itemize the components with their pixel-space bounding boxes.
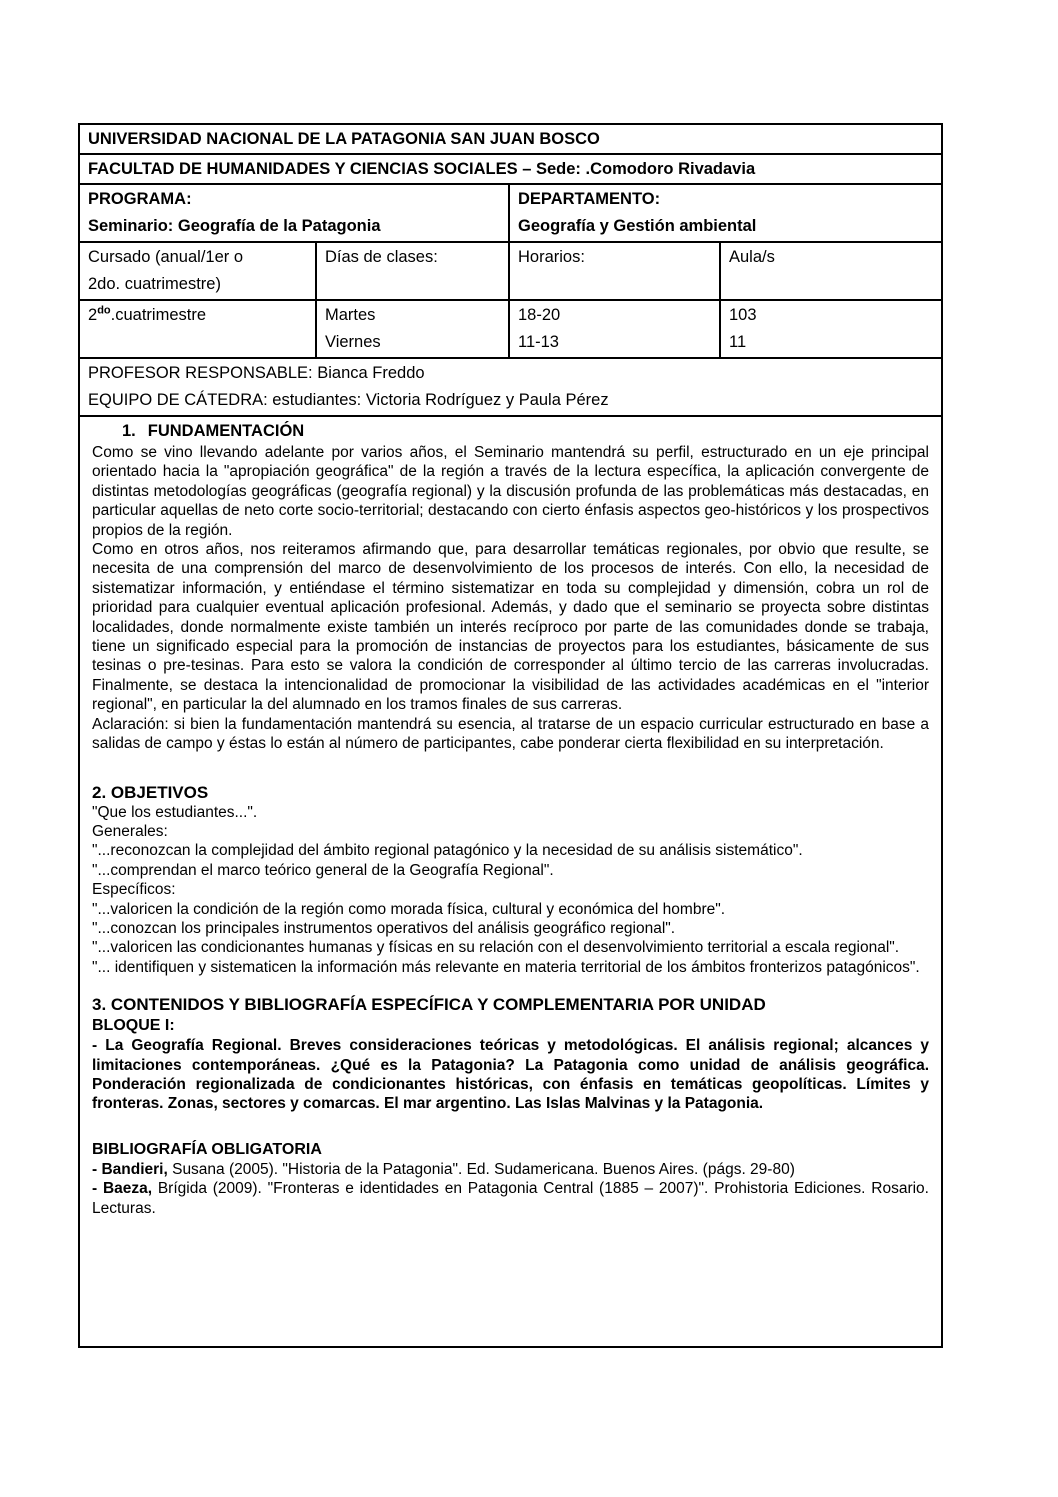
program-department-row <box>80 185 941 243</box>
cursado-value-base: 2 <box>88 306 98 324</box>
aula-value-cell <box>719 301 945 357</box>
bibliografia-author: - Bandieri, <box>92 1160 168 1178</box>
cursado-value-superscript: do <box>97 304 111 317</box>
bloque-label: BLOQUE I: <box>92 1017 175 1035</box>
departamento-value: Geografía y Gestión ambiental <box>518 217 757 235</box>
staff-cell <box>80 359 941 415</box>
fundamentacion-paragraph-2: Como en otros años, nos reiteramos afirmando que, para desarrollar temáticas regionales, por obvio que resulte, se necesita de una comprensión del marco de desenvolvimiento de los procesos de interés. Con ello, la necesidad de sistematizar información, y entiéndase el término sistematizar en toda su complejidad y dimensión, cobra un rol de prioridad para cualquier eventual aplicación profesional. Además, y dado que el seminario se proyecta sobre distintas localidades, donde normalmente existe también un interés recíproco por parte de las comunidades donde se trabaja, tiene un significado especial para la promoción de instancias de proyectos para los estudiantes, básicamente de sus tesinas o pre-tesinas. Para esto se valora la condición de corresponder al último tercio de las carreras involucradas. Finalmente, se destaca la intencionalidad de promocionar la visibilidad de las actividades académicas en el "interior regional", en particular la del alumnado en los tramos finales de sus carreras. <box>92 541 929 714</box>
content-row <box>80 417 941 1346</box>
dias-value-cell <box>315 301 508 357</box>
programa-cell <box>80 185 508 241</box>
university-row <box>80 125 941 155</box>
contenidos-heading: 3. CONTENIDOS Y BIBLIOGRAFÍA ESPECÍFICA Y COMPLEMENTARIA POR UNIDAD <box>92 995 766 1015</box>
schedule-header-row <box>80 243 941 301</box>
aula-header-cell: Aula/s <box>719 243 945 299</box>
horarios-value-cell <box>508 301 719 357</box>
fundamentacion-title: FUNDAMENTACIÓN <box>147 422 305 440</box>
horario-1: 18-20 <box>518 306 561 324</box>
objetivo-line: "...comprendan el marco teórico general de la Geografía Regional". <box>92 861 554 879</box>
fundamentacion-paragraph-1: Como se vino llevando adelante por varios años, el Seminario mantendrá su perfil, estructurado en un eje principal orientado hacia la "apropiación geográfica" de la región a través de la lectura específica, la aplicación convergente de distintas metodologías geográficas (geografía regional) y la discusión profunda de las problemáticas más destacadas, en particular aquellas de neto corte socio-territorial; destacando con cierto énfasis aspectos geo-históricos y los prospectivos propios de la región. <box>92 444 929 539</box>
objetivos-heading: 2. OBJETIVOS <box>92 782 209 802</box>
bloque-paragraph: - La Geografía Regional. Breves consideraciones teóricas y metodológicas. El análisis regional; alcances y limitaciones contemporáneas. ¿Qué es la Patagonia? La Patagonia como unidad de análisis geográfica. Ponderación regionalizada de condicionantes históricas, con énfasis en temáticas geopolíticas. Límites y fronteras. Zonas, sectores y comarcas. El mar argentino. Las Islas Malvinas y la Patagonia. <box>92 1037 929 1113</box>
objetivo-line: "... identifiquen y sistematicen la información más relevante en materia territorial de los ámbitos fronterizos patagónicos". <box>92 958 920 976</box>
bibliografia-details: Susana (2005). "Historia de la Patagonia". Ed. Sudamericana. Buenos Aires. (págs. 29-80) <box>167 1160 795 1178</box>
cursado-header-cell <box>80 243 315 299</box>
profesor-line: PROFESOR RESPONSABLE: Bianca Freddo <box>88 364 425 382</box>
departamento-cell <box>508 185 945 241</box>
university-title: UNIVERSIDAD NACIONAL DE LA PATAGONIA SAN JUAN BOSCO <box>88 130 600 148</box>
horario-2: 11-13 <box>518 333 559 351</box>
bibliografia-heading: BIBLIOGRAFÍA OBLIGATORIA <box>92 1140 322 1158</box>
horarios-header-cell: Horarios: <box>508 243 719 299</box>
objetivo-line: Específicos: <box>92 881 176 899</box>
dia-2: Viernes <box>325 333 381 351</box>
staff-row <box>80 359 941 417</box>
content-cell <box>80 417 941 1346</box>
fundamentacion-heading <box>92 420 929 442</box>
programa-label: PROGRAMA: <box>88 190 192 208</box>
objetivo-line: "Que los estudiantes...". <box>92 803 258 821</box>
objetivo-line: Generales: <box>92 822 168 840</box>
dia-1: Martes <box>325 306 376 324</box>
programa-value: Seminario: Geografía de la Patagonia <box>88 217 381 235</box>
objetivo-line: "...valoricen la condición de la región como morada física, cultural y económica del hombre". <box>92 900 726 918</box>
program-table <box>78 123 943 1348</box>
cursado-value-rest: .cuatrimestre <box>110 306 206 324</box>
aula-2: 11 <box>729 333 747 351</box>
fundamentacion-paragraph-3: Aclaración: si bien la fundamentación mantendrá su esencia, al tratarse de un espacio curricular estructurado en base a salidas de campo y éstas lo están al número de participantes, cabe ponderar cierta flexibilidad en su interpretación. <box>92 715 929 753</box>
faculty-title: FACULTAD DE HUMANIDADES Y CIENCIAS SOCIALES – Sede: .Comodoro Rivadavia <box>88 160 756 178</box>
fundamentacion-number: 1. <box>122 422 136 440</box>
objetivo-line: "...valoricen las condicionantes humanas y físicas en su relación con el desenvolvimiento territorial a escala regional". <box>92 939 900 957</box>
departamento-label: DEPARTAMENTO: <box>518 190 661 208</box>
cursado-value-cell <box>80 301 315 357</box>
objetivos-list <box>92 803 929 978</box>
dias-header-cell: Días de clases: <box>315 243 508 299</box>
bibliografia-author: - Baeza, <box>92 1180 153 1198</box>
cursado-header-label: Cursado (anual/1er o 2do. cuatrimestre) <box>88 248 244 293</box>
bibliografia-entry <box>92 1179 929 1218</box>
schedule-values-row <box>80 301 941 359</box>
bibliografia-entry <box>92 1160 929 1179</box>
objetivo-line: "...conozcan los principales instrumentos operativos del análisis geográfico regional". <box>92 919 676 937</box>
bibliografia-details: Brígida (2009). "Fronteras e identidades en Patagonia Central (1885 – 2007)". Prohistoria Ediciones. Rosario. Lecturas. <box>92 1180 929 1217</box>
faculty-row <box>80 155 941 185</box>
objetivo-line: "...reconozcan la complejidad del ámbito regional patagónico y la necesidad de su análisis sistemático". <box>92 842 803 860</box>
aula-1: 103 <box>729 306 757 324</box>
equipo-line: EQUIPO DE CÁTEDRA: estudiantes: Victoria Rodríguez y Paula Pérez <box>88 391 609 409</box>
